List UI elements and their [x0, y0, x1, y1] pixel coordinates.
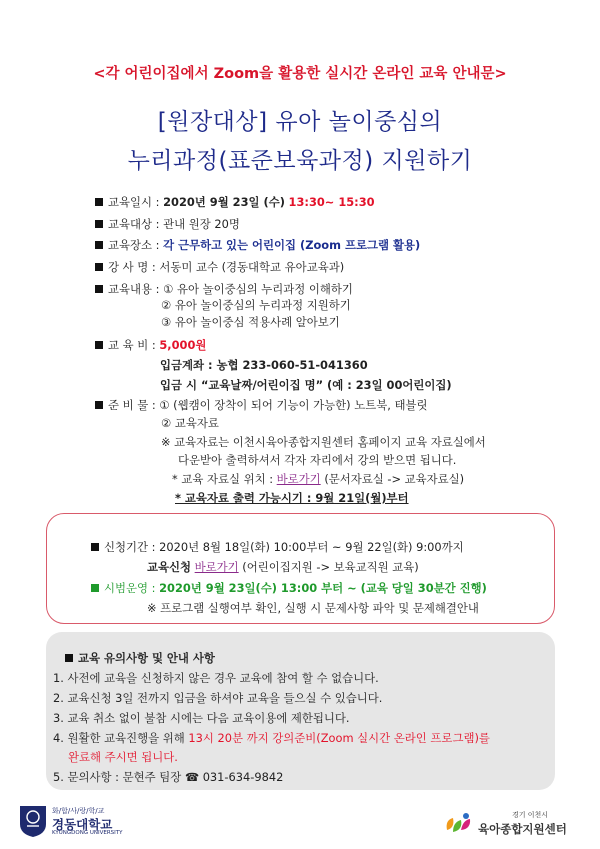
apply-period: 신청기간 : 2020년 8월 18일(화) 10:00부터 ~ 9월 22일(화) 9:00까지	[91, 539, 464, 555]
university-name: 경동대학교	[52, 817, 113, 832]
info-prep: 준 비 물 : ① (웹캠이 장착이 되어 기능이 가능한) 노트북, 태블릿	[95, 397, 427, 413]
bullet-icon	[95, 198, 103, 206]
university-slogan: 화/합/사/랑/학/교	[52, 807, 105, 815]
info-target: 교육대상 : 관내 원장 20명	[95, 216, 240, 232]
material-note-2: 다운받아 출력하셔서 각자 자리에서 강의 받으면 됩니다.	[178, 453, 457, 467]
material-location-link[interactable]: 바로가기	[276, 472, 321, 486]
center-region: 경기 이천시	[512, 811, 549, 819]
info-account: 입금계좌 : 농협 233-060-51-041360	[160, 358, 368, 372]
material-note-1: ※ 교육자료는 이천시육아종합지원센터 홈페이지 교육 자료실에서	[161, 435, 486, 449]
apply-register: 교육신청 바로가기 (어린이집지원 -> 보육교직원 교육)	[147, 560, 419, 574]
print-note: * 교육자료 출력 가능시기 : 9월 21일(월)부터	[175, 491, 409, 505]
bullet-icon	[95, 401, 103, 409]
info-content: 교육내용 : ① 유아 놀이중심의 누리과정 이해하기	[95, 281, 353, 297]
info-content-item-3: ③ 유아 놀이중심 적용사례 알아보기	[161, 315, 340, 329]
notice-item-3: 3. 교육 취소 없이 불참 시에는 다음 교육이용에 제한됩니다.	[53, 711, 350, 725]
info-lecturer: 강 사 명 : 서동미 교수 (경동대학교 유아교육과)	[95, 259, 344, 275]
phone-icon: ☎	[184, 770, 200, 784]
center-name: 육아종합지원센터	[478, 822, 567, 836]
bullet-icon	[91, 543, 99, 551]
apply-trial: 시범운영 : 2020년 9월 23일(수) 13:00 부터 ~ (교육 당일 30분간 진행)	[91, 580, 487, 596]
bullet-icon	[95, 341, 103, 349]
university-emblem-icon	[18, 804, 48, 838]
info-date: 교육일시 : 2020년 9월 23일 (수) 13:30~ 15:30	[95, 194, 375, 210]
notice-item-4-cont: 완료해 주시면 됩니다.	[68, 750, 178, 764]
apply-trial-note: ※ 프로그램 실행여부 확인, 실행 시 문제사항 파악 및 문제해결안내	[147, 601, 479, 615]
info-deposit-note: 입금 시 “교육날짜/어린이집 명” (예 : 23일 00어린이집)	[160, 378, 452, 392]
notice-item-4: 4. 원활한 교육진행을 위해 13시 20분 까지 강의준비(Zoom 실시간 온라인 프로그램)를	[53, 731, 490, 745]
bullet-icon	[95, 263, 103, 271]
info-place: 교육장소 : 각 근무하고 있는 어린이집 (Zoom 프로그램 활용)	[95, 237, 420, 253]
bullet-icon	[65, 654, 73, 662]
info-fee: 교 육 비 : 5,000원	[95, 337, 206, 353]
info-content-item-2: ② 유아 놀이중심의 누리과정 지원하기	[161, 298, 351, 312]
page-title-line1: [원장대상] 유아 놀이중심의	[157, 109, 443, 135]
material-location: * 교육 자료실 위치 : 바로가기 (문서자료실 -> 교육자료실)	[172, 472, 465, 486]
notice-item-1: 1. 사전에 교육을 신청하지 않은 경우 교육에 참여 할 수 없습니다.	[53, 671, 379, 685]
bullet-icon	[95, 285, 103, 293]
notice-item-5: 5. 문의사항 : 문현주 팀장 ☎ 031-634-9842	[53, 770, 284, 784]
notice-item-2: 2. 교육신청 3일 전까지 입금을 하셔야 교육을 들으실 수 있습니다.	[53, 691, 383, 705]
info-prep-item-2: ② 교육자료	[161, 416, 219, 430]
header-notice: <각 어린이집에서 Zoom을 활용한 실시간 온라인 교육 안내문>	[93, 66, 507, 82]
bullet-icon	[95, 241, 103, 249]
bullet-icon	[95, 220, 103, 228]
page-title-line2: 누리과정(표준보육과정) 지원하기	[127, 148, 473, 174]
notice-title: 교육 유의사항 및 안내 사항	[65, 650, 215, 666]
center-logo-icon	[443, 810, 475, 838]
bullet-icon	[91, 584, 99, 592]
university-eng-name: KYUNGDONG UNIVERSITY	[52, 830, 123, 836]
apply-link[interactable]: 바로가기	[194, 560, 239, 574]
